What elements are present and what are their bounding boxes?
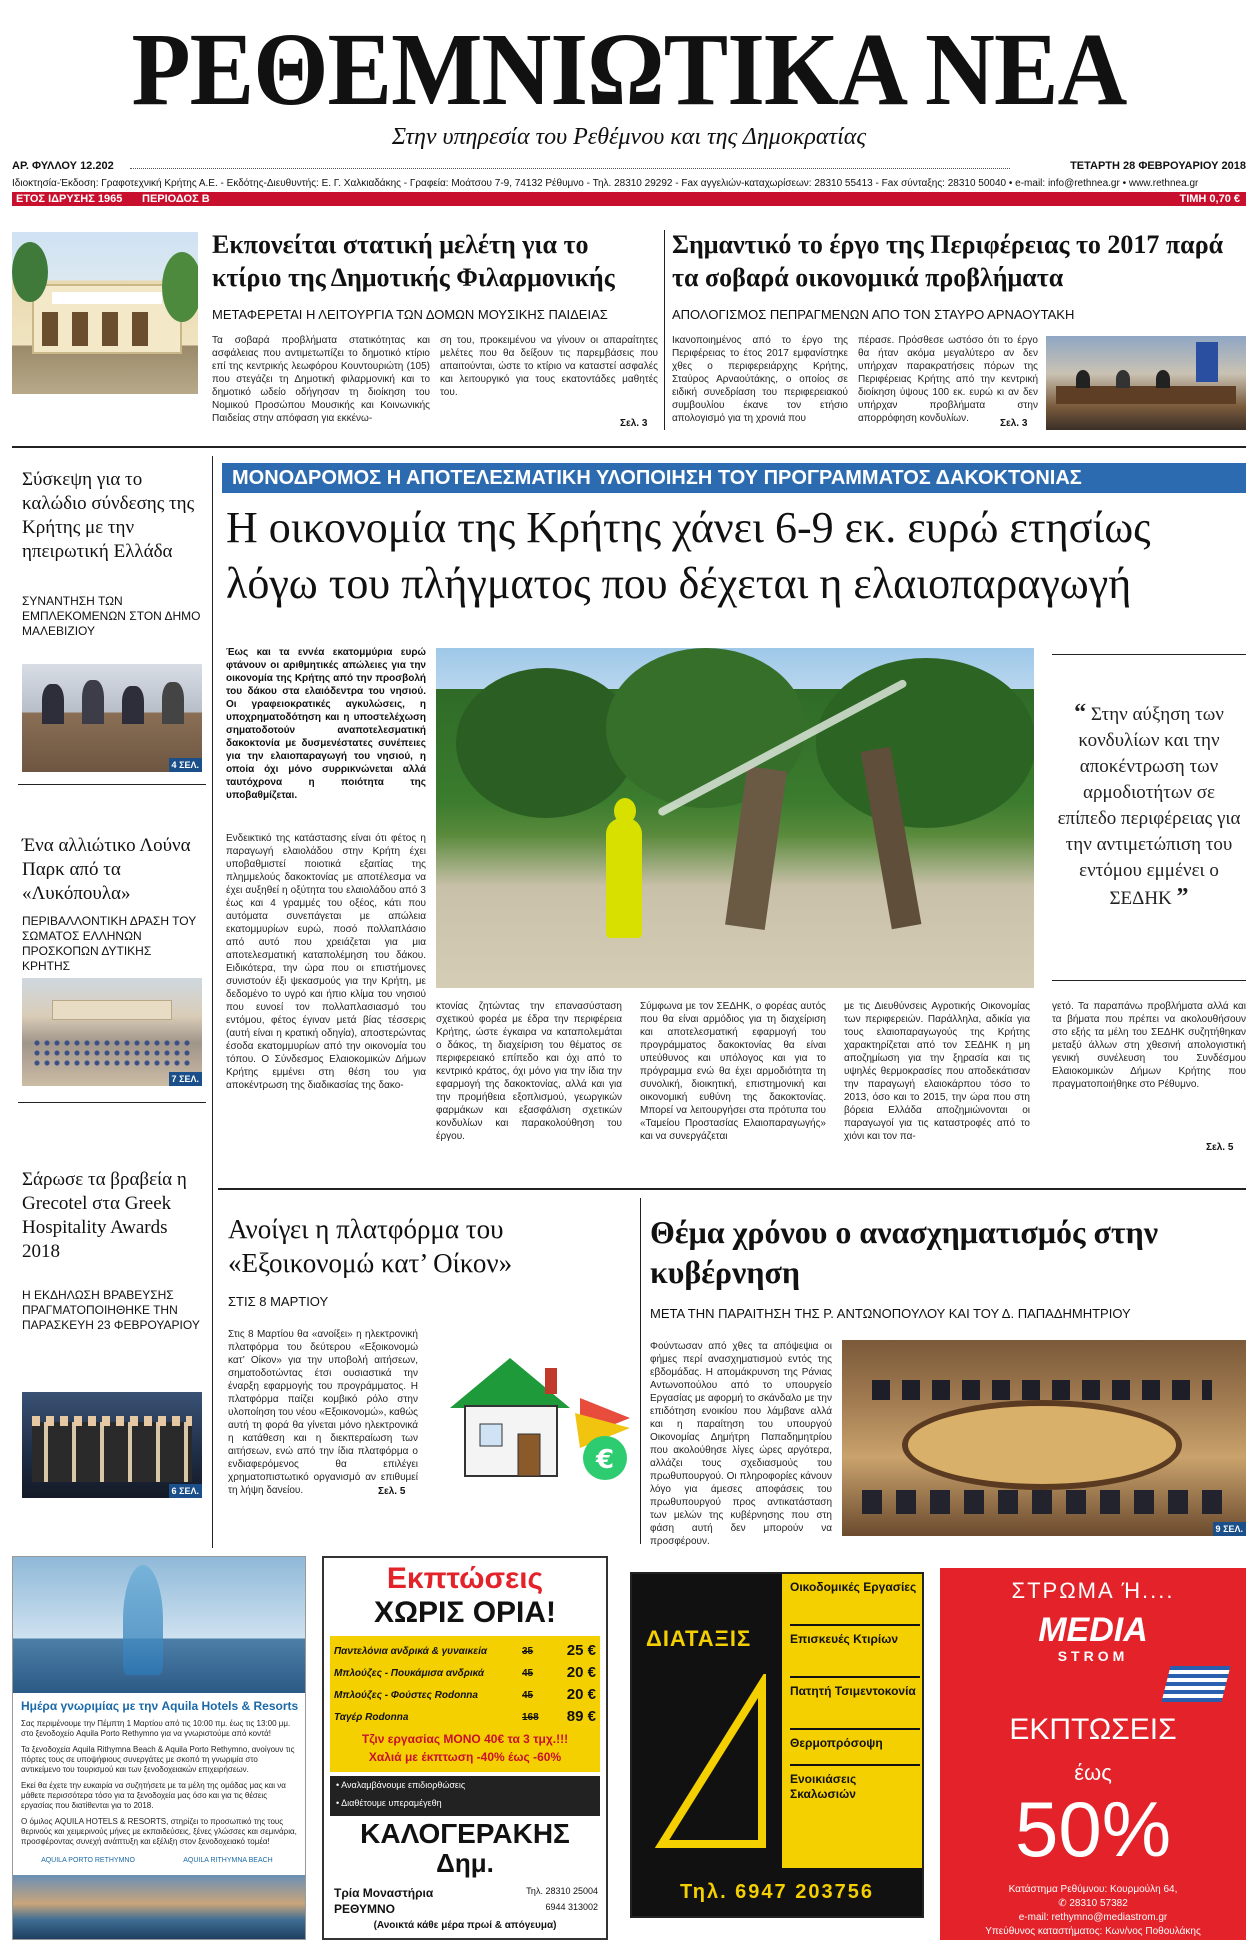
mediastrom-brand2: STROM bbox=[1057, 1648, 1129, 1664]
kalog-hours: (Ανοικτά κάθε μέρα πρωί & απόγευμα) bbox=[373, 1920, 557, 1931]
kalog-phone2: 6944 313002 bbox=[545, 1902, 598, 1912]
diataxis-logo-panel bbox=[632, 1574, 782, 1868]
kalog-offer1: Τζιν εργασίας ΜΟΝΟ 40€ τα 3 τμχ.!!! bbox=[361, 1732, 569, 1746]
sidebar-page-ref-4[interactable]: 4 ΣΕΛ. bbox=[169, 758, 202, 772]
aquila-resort-photo bbox=[13, 1557, 305, 1693]
kalog-services: • Αναλαμβάνουμε επιδιορθώσεις • Διαθέτουμε υπεραμέγεθη bbox=[330, 1776, 600, 1816]
top-right-col1: Ικανοποιημένος από το έργο της Περιφέρειας το έτος 2017 εμφανίστηκε χθες ο περιφερειάρχης Κρήτης, Σταύρος Αρναούτάκης, ο οποίος σε ειδική συνεδρίαση του περιφερειακού συμβουλίου έκανε τον ετήσιο απολογισμό για τη χρονιά που bbox=[672, 335, 848, 424]
top-left-headline[interactable]: Εκπονείται στατική μελέτη για το κτίριο της Δημοτικής Φιλαρμονικής bbox=[212, 230, 615, 292]
kalog-address1: Τρία Μοναστήρια bbox=[334, 1886, 434, 1900]
pull-quote-text: Στην αύξηση των κονδυλίων και την αποκέντρωση των αρμοδιοτήτων σε επίπεδο περιφέρειας για την αντιμετώπιση του εντόμου εμμένει ο ΣΕΔΗΚ bbox=[1057, 704, 1241, 909]
issue-number: ΑΡ. ΦΥΛΛΟΥ 12.202 bbox=[12, 160, 114, 172]
sidebar-item-cable-headline[interactable]: Σύσκεψη για το καλώδιο σύνδεσης της Κρήτης με την ηπειρωτική Ελλάδα bbox=[22, 469, 195, 562]
section-rule bbox=[12, 446, 1246, 448]
bottom-left-subhead: ΣΤΙΣ 8 ΜΑΡΤΙΟΥ bbox=[228, 1294, 329, 1309]
price-row: Μπλούζες - Φούστες Rodonna 45 20 € bbox=[334, 1686, 596, 1703]
grecotel-awards-photo bbox=[22, 1392, 202, 1498]
kalog-name: ΚΑΛΟΓΕΡΑΚΗΣ bbox=[360, 1818, 570, 1849]
kalog-title1: Εκπτώσεις bbox=[386, 1562, 544, 1595]
main-col3: Σύμφωνα με τον ΣΕΔΗΚ, ο φορέας αυτός που θα είναι αρμόδιος για τη διαχείριση και αποτελεσματική εφαρμογή του προγράμματος δακοκτονίας θα είναι υπεύθυνος και υπόλογος και για το πρόγραμμα ενώ θα έχει αρμοδιότητα τη συνολική, διοικητική, επιστημονική και οικονομική ευθύνη της δακοκτονίας. Μπορεί να λειτουργήσει στα πρότυπα του «Ταμείου Προστασίας Ελαιοπαραγωγής» και να συνεργάζεται bbox=[640, 1001, 826, 1142]
main-headline-line2[interactable]: λόγω του πλήγματος που δέχεται η ελαιοπαραγωγή bbox=[226, 559, 1132, 608]
main-pull-quote bbox=[1052, 700, 1246, 912]
sidebar-item-lunapark-headline[interactable]: Ένα αλλιώτικο Λούνα Παρκ από τα «Λυκόπουλα» bbox=[22, 835, 191, 904]
quote-rule-bottom bbox=[1052, 980, 1246, 981]
aquila-text: Σας περιμένουμε την Πέμπτη 1 Μαρτίου από τις 10:00 πμ. έως τις 13:00 μμ. στο ξενοδοχείο Aquila Porto Rethymno για να γνωριστούμε από κοντά! Τα ξενοδοχεία Aquila Rithymna Beach & Aquila Porto Rethymno, ανοίγουν τις πόρτες τους σε υποψήφιους συνεργάτες με σκοπό τη γνωριμία στο αντικείμενο του τουρισμού και των ξενοδοχειακών επιχειρήσεων. Εκεί θα έχετε την ευκαιρία να συζητήσετε με τα μέλη της ομάδας μας και να μάθετε περισσότερα τόσο για τα ξενοδοχεία μας όσο και για τις θέσεις εργασίας που διατίθενται για το 2018. Ο όμιλος AQUILA HOTELS & RESORTS, στηρίζει το προσωπικό της τους θερινούς και χειμερινούς μήνες με εκπαιδεύσεις, ξένες γλώσσες και σεμινάρια, προσφέροντας συνεχή ανάπτυξη και εξέλιξη στον ξενοδοχειακό τομέα! bbox=[21, 1719, 297, 1846]
kalogerakis-ad[interactable] bbox=[322, 1556, 608, 1940]
kalog-offer2: Χαλιά με έκπτωση -40% έως -60% bbox=[368, 1750, 562, 1764]
mediastrom-percent: 50% bbox=[1014, 1785, 1172, 1873]
kalog-title2: ΧΩΡΙΣ ΟΡΙΑ! bbox=[373, 1596, 557, 1629]
main-headline-line1[interactable]: Η οικονομία της Κρήτης χάνει 6-9 εκ. ευρώ ετησίως bbox=[226, 503, 1151, 552]
sidebar-page-ref-7[interactable]: 7 ΣΕΛ. bbox=[169, 1072, 202, 1086]
top-right-page-ref[interactable]: Σελ. 3 bbox=[1000, 418, 1028, 429]
top-left-subhead: ΜΕΤΑΦΕΡΕΤΑΙ Η ΛΕΙΤΟΥΡΓΙΑ ΤΩΝ ΔΟΜΩΝ ΜΟΥΣΙΚΗΣ ΠΑΙΔΕΙΑΣ bbox=[212, 307, 608, 322]
dotted-rule bbox=[130, 168, 1010, 169]
issue-bar bbox=[12, 160, 1246, 174]
kalog-price-box bbox=[330, 1636, 600, 1772]
red-info-bar bbox=[12, 192, 1246, 206]
phone-icon: ✆ bbox=[1058, 1898, 1070, 1909]
price: ΤΙΜΗ 0,70 € bbox=[1179, 193, 1240, 205]
sidebar-item-grecotel-subhead: Η ΕΚΔΗΛΩΣΗ ΒΡΑΒΕΥΣΗΣ ΠΡΑΓΜΑΤΟΠΟΙΗΘΗΚΕ ΤΗΝ ΠΑΡΑΣΚΕΥΗ 23 ΦΕΒΡΟΥΑΡΙΟΥ bbox=[22, 1288, 200, 1332]
top-right-col2: πέρασε. Πρόσθεσε ωστόσο ότι το έργο θα ήταν ακόμα μεγαλύτερο αν δεν υπήρχαν παρακρατήσεις πόρων της Περιφέρειας Κρήτης από την κεντρική διοίκηση ύψους 100 εκ. ευρώ κι αν δεν υπήρχαν προβλήματα στην απορρόφηση κονδυλίων. bbox=[858, 335, 1038, 424]
philharmonic-building-photo bbox=[12, 232, 198, 394]
main-kicker: ΜΟΝΟΔΡΟΜΟΣ Η ΑΠΟΤΕΛΕΣΜΑΤΙΚΗ ΥΛΟΠΟΙΗΣΗ ΤΟΥ ΠΡΟΓΡΑΜΜΑΤΟΣ ΔΑΚΟΚΤΟΝΙΑΣ bbox=[222, 463, 1246, 493]
main-col4: με τις Διευθύνσεις Αγροτικής Οικονομίας των περιφερειών. Παράλληλα, αδικία για τους ελαιοπαραγωγούς της Κρήτης χαρακτηρίζεται από τον ΣΕΔΗΚ η μη αποζημίωση για την ξηρασία και τις υψηλές θερμοκρασίες που αποδεκάτισαν την παραγωγή ελαιοκάρπου τόσο το 2013, όσο και το 2015, την ώρα που στη βόρεια Ελλάδα αποζημιώνονται οι παραγωγοί για τις καταστροφές από το χιόνι και τον πα- bbox=[844, 1001, 1030, 1142]
mediastrom-brand: MEDIA bbox=[1038, 1611, 1148, 1649]
top-left-col1: Τα σοβαρά προβλήματα στατικότητας και ασφάλειας που αντιμετωπίζει το δημοτικό κτίριο επί της κεντρικής λεωφόρου Κουντουριώτη (105) που στεγάζει τη Δημοτική φιλαρμονική και το δημοτικό ωδείο οδήγησαν τη διοίκηση του Νομικού Προσώπου Μουσικής και Κοινωνικής Παιδείας στην απόφαση για εκκένω- bbox=[212, 335, 430, 424]
main-col1: Ενδεικτικό της κατάστασης είναι ότι φέτος η παραγωγή ελαιολάδου στην Κρήτη έχει υποβαθμιστεί ποιοτικά εξαιτίας της πλημμελούς δακοκτονίας με αποτέλεσμα να έχει αυξηθεί η οξύτητα του ελαιολάδου από 3 έως και 4 γραμμές του οξέος, κάτι που αυτόματα συνεπάγεται με απώλεια εκατομμυρίων ευρώ, ποσό πολλαπλάσιο από αυτό που χρειάζεται για μια αποτελεσματική καταπολέμηση του δάκου. Ειδικότερα, την ώρα που οι επιστήμονες συνιστούν έξι ψεκασμούς για την Κρήτη, με δεδομένο το υγρό και ήπιο κλίμα του νησιού που ευνοεί τον πολλαπλασιασμό του εντόμου, φέτος έγιναν μετά βίας τέσσερις (αυτή είναι η κρατική οδηγία), αποστερώντας έσοδα εκατομμυρίων από την οικονομία του τόπου. Ο Σύνδεσμος Ελαιοκομικών Δήμων Κρήτης εμμένει στη θέση του για αποκέντρωση της διαδικασίας της δακο- bbox=[226, 833, 426, 1091]
bottom-right-body: Φούντωσαν από χθες τα απόψεψια οι φήμες περί ανασχηματισμού εντός της εβδομάδας. Η απομάκρυνση της Ράνιας Αντωνοπούλου από το υπουργείο Εργασίας με αφορμή το σκάνδαλο με την επιδότηση ενοικίου που λάμβανε αλλά και η παραίτηση του υπουργού Οικονομίας Δημήτρη Παπαδημητρίου που ακολούθησε λίγες ώρες αργότερα, αλλάζει τους σχεδιασμούς του πρωθυπουργού. Οι πληροφορίες κάνουν λόγο για άμεσες αποφάσεις του πρωθυπουργού προς αντικατάσταση των μελών της κυβέρνησης που στη φάση αυτή δεν μπορούν να προσφέρουν. bbox=[650, 1341, 832, 1547]
left-sidebar bbox=[12, 458, 206, 1548]
main-col5: γετό. Τα παραπάνω προβλήματα αλλά και τα βήματα που πρέπει να ακολουθήσουν στο εξής τα μέλη του ΣΕΔΗΚ συζητήθηκαν μεταξύ άλλων στη χθεσινή απολογιστική γενική συνέλευση του Συνδέσμου Ελαιοκομικών Δήμων Κρήτης που πραγματοποιήθηκε στο Ρέθυμνο. bbox=[1052, 1001, 1246, 1090]
sidebar-item-cable-subhead: ΣΥΝΑΝΤΗΣΗ ΤΩΝ ΕΜΠΛΕΚΟΜΕΝΩΝ ΣΤΟΝ ΔΗΜΟ ΜΑΛΕΒΙΖΙΟΥ bbox=[22, 594, 201, 638]
column-divider bbox=[664, 230, 665, 430]
founded-year: ΕΤΟΣ ΙΔΡΥΣΗΣ 1965 bbox=[16, 193, 123, 205]
kalog-name2: Δημ. bbox=[436, 1848, 494, 1878]
sidebar-page-ref-6[interactable]: 6 ΣΕΛ. bbox=[169, 1484, 202, 1498]
newspaper-tagline: Στην υπηρεσία του Ρεθέμνου και της Δημοκρατίας bbox=[391, 124, 867, 150]
greek-flag-icon bbox=[1162, 1666, 1231, 1702]
sidebar-divider bbox=[18, 784, 206, 785]
diataxis-logo: ΔΙΑΤΑΞΙΣ bbox=[646, 1626, 752, 1651]
diataxis-phone: Τηλ. 6947 203756 bbox=[632, 1868, 922, 1916]
issue-date: ΤΕΤΑΡΤΗ 28 ΦΕΒΡΟΥΑΡΙΟΥ 2018 bbox=[1070, 160, 1246, 172]
aquila-title: Ημέρα γνωριμίας με την Aquila Hotels & Resorts bbox=[21, 1699, 299, 1713]
regional-council-photo bbox=[1046, 336, 1246, 430]
mediastrom-email[interactable]: e-mail: rethymno@mediastrom.gr bbox=[1018, 1912, 1168, 1923]
top-left-col2: ση του, προκειμένου να γίνουν οι απαραίτητες μελέτες που θα δείξουν τις παρεμβάσεις που απαιτούνται, ώστε το κτίριο να καταστεί ασφαλές και λειτουργικό για τους εκατοντάδες μαθητές του. bbox=[440, 335, 658, 398]
bottom-right-subhead: ΜΕΤΑ ΤΗΝ ΠΑΡΑΙΤΗΣΗ ΤΗΣ Ρ. ΑΝΤΩΝΟΠΟΥΛΟΥ ΚΑΙ ΤΟΥ Δ. ΠΑΠΑΔΗΜΗΤΡΙΟΥ bbox=[650, 1306, 1131, 1321]
aquila-beach-photo bbox=[13, 1875, 305, 1939]
mediastrom-ad[interactable] bbox=[940, 1568, 1246, 1940]
aquila-logo-rithymna: AQUILA RITHYMNA BEACH bbox=[183, 1857, 273, 1864]
bottom-right-page-ref[interactable]: 9 ΣΕΛ. bbox=[1213, 1522, 1246, 1536]
sidebar-item-grecotel-headline[interactable]: Σάρωσε τα βραβεία η Grecotel στα Greek Hospitality Awards 2018 bbox=[22, 1169, 187, 1262]
price-row: Ταγέρ Rodonna 168 89 € bbox=[334, 1708, 596, 1725]
diataxis-services: Οικοδομικές Εργασίες Επισκευές Κτιρίων Πατητή Τσιμεντοκονία Θερμοπρόσοψη Ενοικιάσεις Σκαλωσιών bbox=[790, 1580, 920, 1816]
main-page-ref[interactable]: Σελ. 5 bbox=[1206, 1142, 1234, 1153]
olive-spraying-photo bbox=[436, 648, 1034, 988]
mediastrom-sale: ΕΚΠΤΩΣΕΙΣ bbox=[1009, 1713, 1177, 1746]
price-row: Παντελόνια ανδρικά & γυναικεία 35 25 € bbox=[334, 1642, 596, 1659]
section-rule bbox=[218, 1188, 1246, 1190]
diataxis-ad[interactable] bbox=[630, 1572, 924, 1918]
newspaper-title: ΡΕΘΕΜΝΙΩΤΙΚΑ ΝΕΑ bbox=[131, 12, 1127, 127]
sidebar-item-lunapark-subhead: ΠΕΡΙΒΑΛΛΟΝΤΙΚΗ ΔΡΑΣΗ ΤΟΥ ΣΩΜΑΤΟΣ ΕΛΛΗΝΩΝ ΠΡΟΣΚΟΠΩΝ ΔΥΤΙΚΗΣ ΚΡΗΤΗΣ bbox=[22, 914, 196, 973]
cable-meeting-photo bbox=[22, 664, 202, 772]
price-row: Μπλούζες - Πουκάμισα ανδρικά 45 20 € bbox=[334, 1664, 596, 1681]
sidebar-rule bbox=[212, 456, 213, 1548]
publisher-info: Ιδιοκτησία-Έκδοση: Γραφοτεχνική Κρήτης Α.Ε. - Εκδότης-Διευθυντής: Ε. Γ. Χαλκιαδάκης - Γραφεία: Μοάτσου 7-9, 74132 Ρέθυμνο - Τηλ. 28310 29292 - Fax αγγελιών-καταχωρίσεων: 28310 55413 - Fax σύνταξης: 28310 50040 • e-mail: info@rethnea.gr • www.rethnea.gr bbox=[12, 178, 1199, 189]
diataxis-triangle-icon bbox=[652, 1674, 772, 1854]
bottom-left-page-ref[interactable]: Σελ. 5 bbox=[378, 1486, 406, 1497]
lunapark-square-photo bbox=[22, 978, 202, 1086]
house-icon bbox=[430, 1338, 640, 1488]
top-right-headline[interactable]: Σημαντικό το έργο της Περιφέρειας το 2017 παρά τα σοβαρά οικονομικά προβλήματα bbox=[672, 230, 1224, 292]
main-col2: κτονίας ζητώντας την επανασύσταση σχετικού φορέα με έδρα την περιφέρεια Κρήτης, ώστε έγκαιρα να καταπολεμάται ο δάκος, τη διαχείριση του θέματος σε περιφερειακό επίπεδο και όχι από το κεντρικό κράτος, όχι μόνο για την ίδια την εφαρμογή της δακοκτονίας, αλλά και για την προμήθεια εξοπλισμού, γεωργικών φαρμάκων και εξασφάλιση σχετικών κονδυλίων και παρακολούθηση του έργου. bbox=[436, 1001, 622, 1142]
top-right-subhead: ΑΠΟΛΟΓΙΣΜΟΣ ΠΕΠΡΑΓΜΕΝΩΝ ΑΠΟ ΤΟΝ ΣΤΑΥΡΟ ΑΡΝΑΟΥΤΑΚΗ bbox=[672, 307, 1075, 322]
period: ΠΕΡΙΟΔΟΣ Β bbox=[142, 193, 210, 205]
mediastrom-phone: ✆ 28310 57382 bbox=[1058, 1898, 1128, 1909]
kalog-address2: ΡΕΘΥΜΝΟ bbox=[334, 1902, 396, 1916]
energy-house-illustration bbox=[430, 1338, 640, 1488]
bottom-left-headline[interactable]: Ανοίγει η πλατφόρμα του «Εξοικονομώ κατ’ Οίκον» bbox=[228, 1214, 513, 1278]
svg-text:€: € bbox=[596, 1445, 615, 1475]
main-lead: Έως και τα εννέα εκατομμύρια ευρώ φτάνουν οι αριθμητικές απώλειες για την οικονομία της Κρήτης από την προσβολή του δάκου στα ελαιόδεντρα του νησιού. Οι γραφειοκρατικές αγκυλώσεις, η υποχρηματοδότηση και η υποστελέχωση σηματοδοτούν αναποτελεσματική δακοκτονία με δυσμενέστατες συνέπειες για την ελαιοπαραγωγή του νησιού, η οποία όχι μόνο συρρικνώνεται αλλά ταυτόχρονα η ποιότητα της υποβαθμίζεται. bbox=[226, 647, 426, 801]
aquila-ad[interactable] bbox=[12, 1556, 306, 1940]
top-left-page-ref[interactable]: Σελ. 3 bbox=[620, 418, 648, 429]
column-divider bbox=[640, 1198, 641, 1544]
mediastrom-top: ΣΤΡΩΜΑ Ή.... bbox=[1011, 1578, 1175, 1603]
quote-rule-top bbox=[1052, 654, 1246, 655]
open-quote-icon: “ bbox=[1074, 700, 1087, 726]
sidebar-divider bbox=[18, 1102, 206, 1103]
bottom-right-headline[interactable]: Θέμα χρόνου ο ανασχηματισμός στην κυβέρνηση bbox=[650, 1214, 1159, 1290]
mediastrom-upto: έως bbox=[1074, 1760, 1112, 1785]
aquila-logo-porto: AQUILA PORTO RETHYMNO bbox=[41, 1857, 135, 1864]
mediastrom-address: Κατάστημα Ρεθύμνου: Κουρμούλη 64, bbox=[1008, 1884, 1178, 1895]
kalog-phone1: Τηλ. 28310 25004 bbox=[526, 1886, 598, 1896]
mediastrom-manager: Υπεύθυνος καταστήματος: Κων/νος Ποθουλάκης bbox=[985, 1926, 1201, 1937]
close-quote-icon: ” bbox=[1176, 884, 1189, 910]
cabinet-meeting-photo bbox=[842, 1340, 1246, 1536]
bottom-left-body: Στις 8 Μαρτίου θα «ανοίξει» η ηλεκτρονική πλατφόρμα του δεύτερου «Εξοικονομώ κατ’ Οίκον» για την υποβολή αιτήσεων, σηματοδοτώντας έτσι ουσιαστικά την έναρξη εφαρμογής του προγράμματος. Η πλατφόρμα παίζει κομβικό ρόλο στην υλοποίηση του νέου «Εξοικονομώ», καθώς αυτή τη φορά θα γίνεται μόνο ηλεκτρονικά η κατάθεση και η διεκπεραίωση των αιτήσεων, ενώ από την ίδια πλατφόρμα ο ενδιαφερόμενος θα επιλέγει χρηματοπιστωτικό οργανισμό αν επιθυμεί τη λήψη δανείου. bbox=[228, 1329, 418, 1496]
